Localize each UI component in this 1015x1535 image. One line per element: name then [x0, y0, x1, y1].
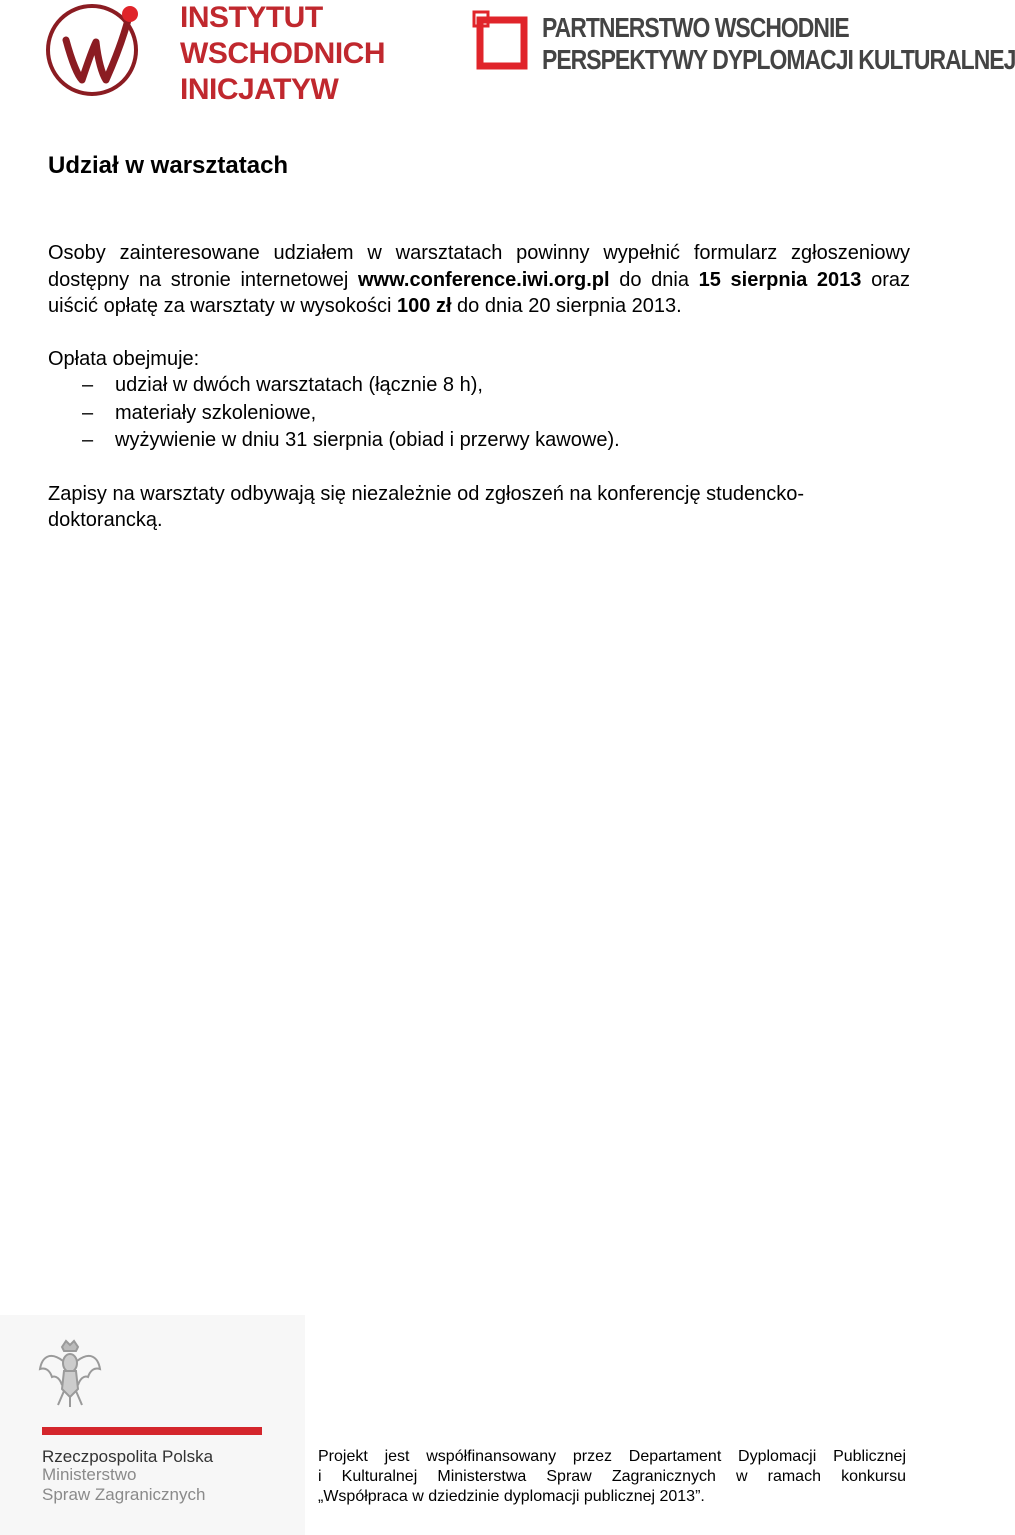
- para1-part3: oraz uiścić opłatę za warsztaty w wysokości: [48, 268, 911, 317]
- iwi-wordmark: [180, 0, 385, 108]
- pw-wordmark: [542, 12, 1015, 76]
- conference-link[interactable]: www.conference.iwi.org.pl: [358, 268, 610, 291]
- para1-part1: Osoby zainteresowane udziałem w warsztatach powinny wypełnić formularz zgłoszeniowy dostępny na stronie internetowej: [48, 242, 910, 291]
- mfa-line-3: Spraw Zagranicznych: [42, 1485, 206, 1504]
- mfa-line-1: Rzeczpospolita Polska: [42, 1447, 214, 1466]
- list-item: [48, 427, 910, 455]
- iwi-line-1: INSTYTUT: [180, 1, 323, 34]
- registration-paragraph: [48, 240, 910, 320]
- list-item-text: udział w dwóch warsztatach (łącznie 8 h),: [115, 374, 483, 396]
- pw-line-1: PARTNERSTWO WSCHODNIE: [542, 12, 849, 43]
- list-item: [48, 372, 910, 400]
- funding-note: [318, 1447, 906, 1507]
- registration-deadline: 15 sierpnia 2013: [698, 268, 862, 291]
- mfa-line-2: Ministerstwo: [42, 1465, 137, 1484]
- funding-line-1: Projekt jest współfinansowany przez Departament Dyplomacji Publicznej: [318, 1448, 906, 1465]
- enrollment-note: Zapisy na warsztaty odbywają się niezależnie od zgłoszeń na konferencję studencko-doktorancką.: [48, 482, 804, 531]
- list-item-text: wyżywienie w dniu 31 sierpnia (obiad i przerwy kawowe).: [115, 429, 620, 451]
- pw-logo: [470, 8, 1015, 78]
- mfa-logo: [0, 1315, 305, 1535]
- list-marker: –: [82, 374, 94, 396]
- iwi-logo: [44, 0, 385, 106]
- list-item: [48, 400, 910, 428]
- fee-list: [48, 372, 910, 455]
- page-title: Udział w warsztatach: [48, 152, 289, 179]
- funding-line-3: „Współpraca w dziedzinie dyplomacji publicznej 2013”.: [318, 1488, 705, 1505]
- document-body: [48, 150, 910, 560]
- mfa-red-bar: [42, 1427, 262, 1435]
- polish-eagle-emblem-icon: [38, 1339, 102, 1409]
- red-square-frame-icon: [474, 12, 528, 70]
- para1-part4: do dnia 20 sierpnia 2013.: [451, 295, 682, 317]
- fee-amount: 100 zł: [397, 295, 452, 317]
- iwi-line-3: INICJATYW: [180, 73, 339, 106]
- iwi-monogram-icon: [44, 2, 144, 98]
- funding-line-2: i Kulturalnej Ministerstwa Spraw Zagranicznych w ramach konkursu: [318, 1468, 906, 1485]
- fee-intro: Opłata obejmuje:: [48, 347, 200, 370]
- list-marker: –: [82, 401, 94, 424]
- para1-part2: do dnia: [609, 268, 699, 291]
- list-item-text: materiały szkoleniowe,: [115, 401, 317, 424]
- list-marker: –: [82, 429, 94, 451]
- fee-section: [48, 346, 910, 455]
- iwi-line-2: WSCHODNICH: [180, 37, 385, 70]
- pw-line-2: PERSPEKTYWY DYPLOMACJI KULTURALNEJ: [542, 44, 1015, 75]
